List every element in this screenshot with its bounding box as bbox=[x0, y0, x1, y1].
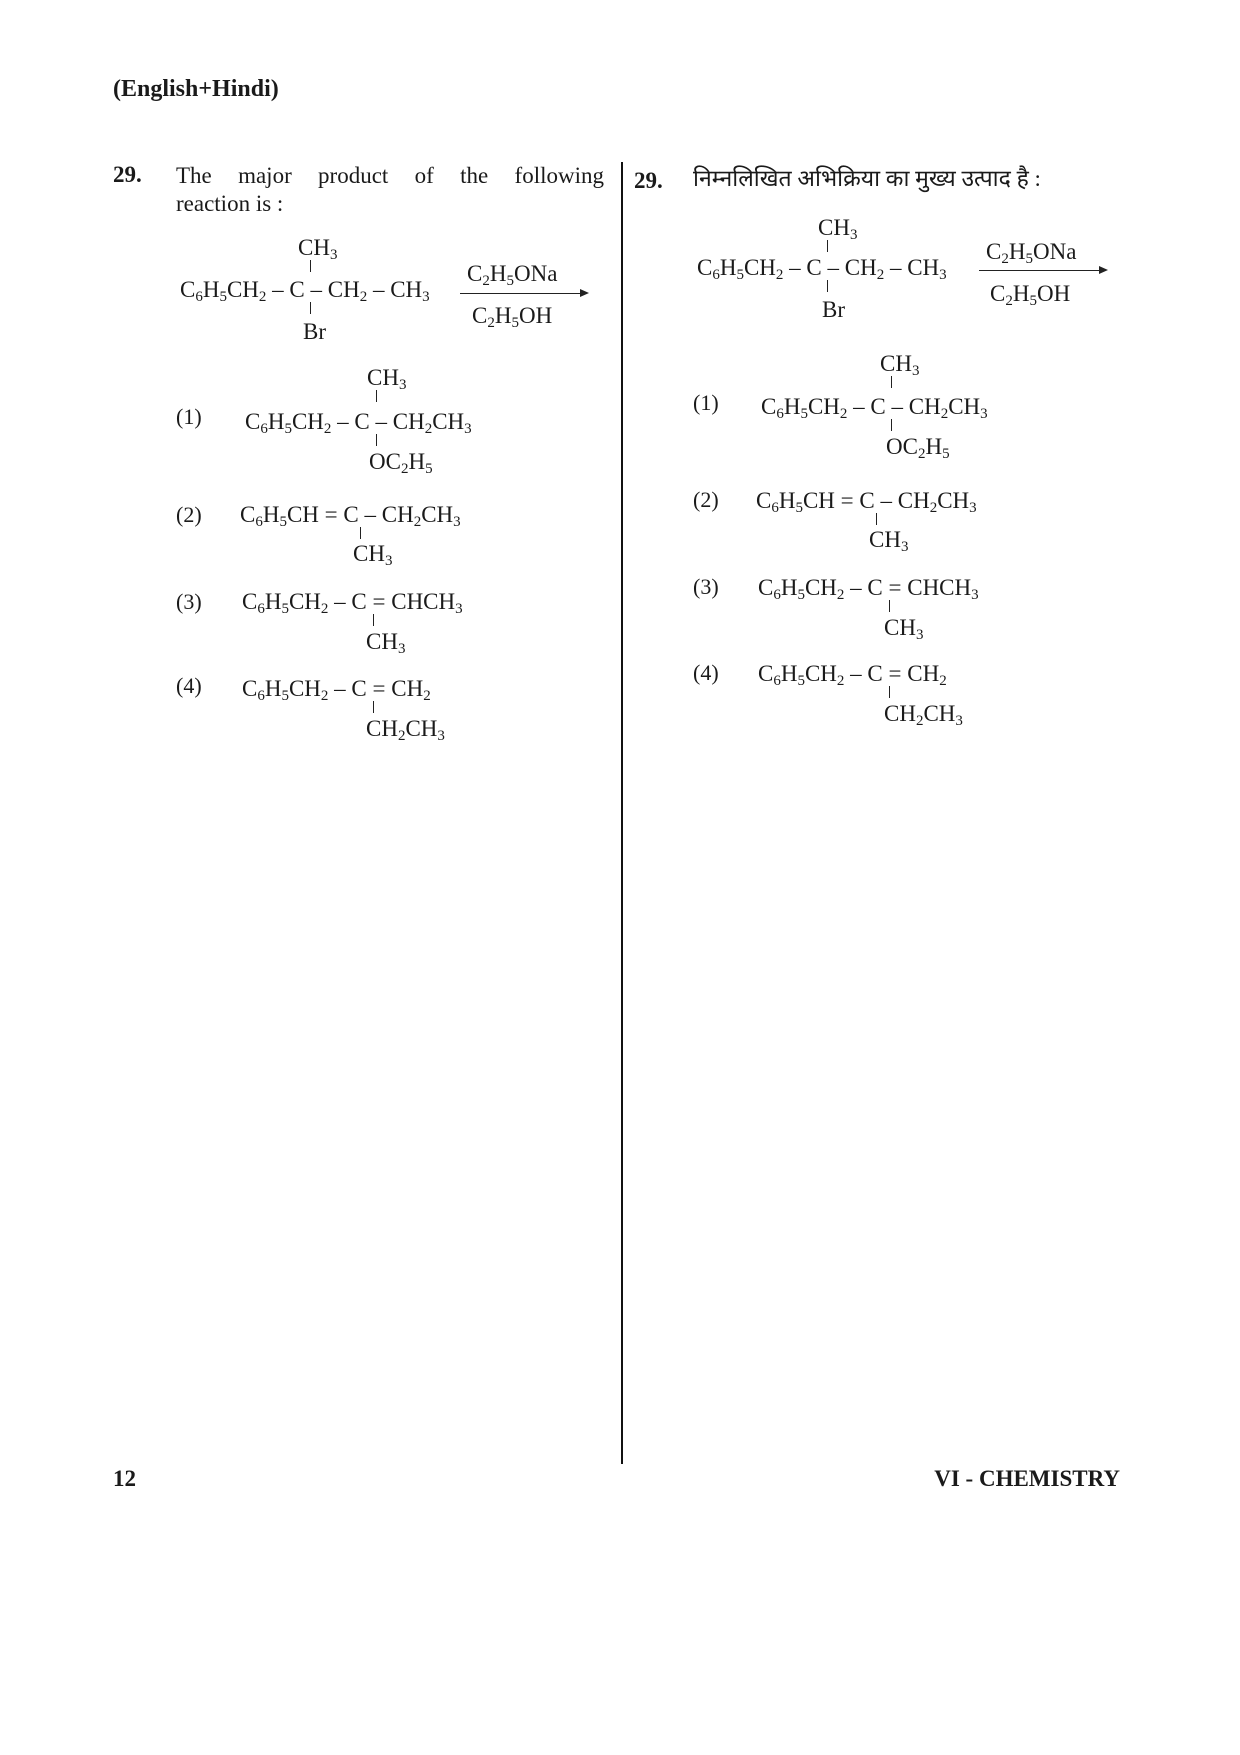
bond bbox=[373, 614, 374, 626]
option1-substituent-bottom: $OC_2H_5$ bbox=[886, 434, 950, 462]
bond bbox=[891, 376, 892, 388]
column-divider bbox=[621, 162, 623, 1464]
option1-substituent-top: $CH_3$ bbox=[367, 365, 407, 393]
bond bbox=[889, 600, 890, 612]
option1-substituent-top: $CH_3$ bbox=[880, 351, 920, 379]
option4-main-chain: $C_6H_5CH_2 - C = CH_2$ bbox=[758, 661, 947, 689]
option2-main-chain: $C_6H_5CH = C - CH_2CH_3$ bbox=[240, 502, 461, 530]
page-number: 12 bbox=[113, 1466, 136, 1491]
option2-substituent: $CH_3$ bbox=[869, 527, 909, 555]
bond bbox=[876, 513, 877, 525]
option3-substituent: $CH_3$ bbox=[884, 615, 924, 643]
reactant-main-chain: $C_6H_5CH_2$ – C – $CH_2 - CH_3$ bbox=[180, 277, 430, 305]
option-label: (4) bbox=[176, 673, 202, 698]
reactant-substituent-top: $CH_3$ bbox=[298, 235, 338, 263]
reaction-arrow bbox=[979, 270, 1101, 271]
bond bbox=[360, 527, 361, 539]
reagent: $C_2H_5ONa$ bbox=[467, 261, 558, 289]
option4-substituent: $CH_2CH_3$ bbox=[366, 716, 445, 744]
reactant-substituent-bottom: Br bbox=[822, 297, 845, 322]
reactant-main-chain: $C_6H_5CH_2$ – C – $CH_2 - CH_3$ bbox=[697, 255, 947, 283]
bond bbox=[827, 240, 828, 252]
option-label: (1) bbox=[693, 390, 719, 415]
option3-main-chain: $C_6H_5CH_2$ – $C = CHCH_3$ bbox=[242, 589, 463, 617]
bond bbox=[891, 419, 892, 431]
reaction-arrow bbox=[460, 293, 582, 294]
question-number: 29. bbox=[634, 168, 663, 193]
option-label: (2) bbox=[176, 502, 202, 527]
page-header: (English+Hindi) bbox=[113, 76, 279, 102]
arrow-head bbox=[580, 289, 589, 297]
solvent: $C_2H_5OH$ bbox=[990, 281, 1071, 309]
option-label: (2) bbox=[693, 487, 719, 512]
option4-main-chain: $C_6H_5CH_2 - C = CH_2$ bbox=[242, 676, 431, 704]
option-label: (1) bbox=[176, 404, 202, 429]
question-text: निम्नलिखित अभिक्रिया का मुख्य उत्पाद है : bbox=[693, 166, 1041, 191]
option2-substituent: $CH_3$ bbox=[353, 541, 393, 569]
option1-main-chain: $C_6H_5CH_2$ – C – $CH_2CH_3$ bbox=[245, 409, 472, 437]
question-text-line1: The major product of the following bbox=[176, 163, 604, 188]
question-number: 29. bbox=[113, 162, 142, 187]
bond bbox=[827, 280, 828, 292]
option1-substituent-bottom: $OC_2H_5$ bbox=[369, 449, 433, 477]
option3-main-chain: $C_6H_5CH_2$ – $C = CHCH_3$ bbox=[758, 575, 979, 603]
bond bbox=[373, 701, 374, 713]
option-label: (3) bbox=[693, 574, 719, 599]
bond bbox=[310, 302, 311, 314]
bond bbox=[376, 390, 377, 402]
option-label: (4) bbox=[693, 660, 719, 685]
reactant-substituent-top: $CH_3$ bbox=[818, 215, 858, 243]
subject-label: VI - CHEMISTRY bbox=[934, 1466, 1120, 1491]
bond bbox=[310, 260, 311, 272]
bond bbox=[376, 434, 377, 446]
bond bbox=[889, 686, 890, 698]
option4-substituent: $CH_2CH_3$ bbox=[884, 701, 963, 729]
reagent: $C_2H_5ONa$ bbox=[986, 239, 1077, 267]
option2-main-chain: $C_6H_5CH = C - CH_2CH_3$ bbox=[756, 488, 977, 516]
option-label: (3) bbox=[176, 589, 202, 614]
solvent: $C_2H_5OH$ bbox=[472, 303, 553, 331]
reactant-substituent-bottom: Br bbox=[303, 319, 326, 344]
option1-main-chain: $C_6H_5CH_2$ – C – $CH_2CH_3$ bbox=[761, 394, 988, 422]
arrow-head bbox=[1099, 266, 1108, 274]
question-text-line2: reaction is : bbox=[176, 191, 284, 216]
option3-substituent: $CH_3$ bbox=[366, 629, 406, 657]
